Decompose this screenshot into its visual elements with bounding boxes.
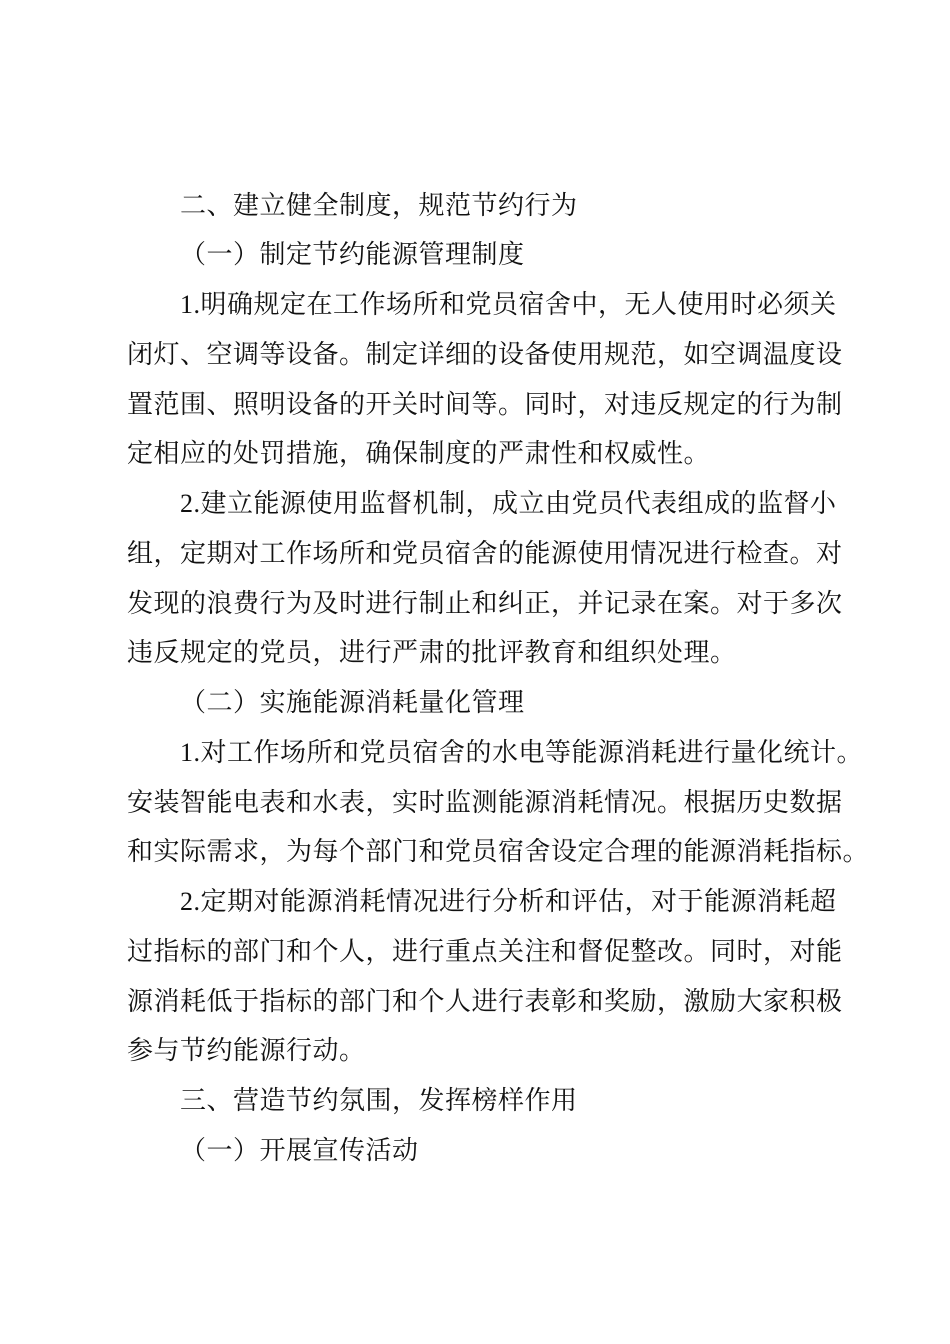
paragraph-line <box>180 885 837 919</box>
paragraph-line: 定相应的处罚措施，确保制度的严肃性和权威性。 <box>127 439 711 469</box>
item-number: 1. <box>180 290 201 319</box>
subsection-heading: （一）开展宣传活动 <box>180 1136 419 1166</box>
paragraph-text: 对工作场所和党员宿舍的水电等能源消耗进行量化统计。 <box>200 738 864 768</box>
paragraph-line: 源消耗低于指标的部门和个人进行表彰和奖励，激励大家积极 <box>127 987 843 1017</box>
paragraph-text: 明确规定在工作场所和党员宿舍中，无人使用时必须关 <box>200 290 837 320</box>
item-number: 2. <box>180 489 201 518</box>
subsection-heading: （一）制定节约能源管理制度 <box>180 240 525 270</box>
paragraph-line: 发现的浪费行为及时进行制止和纠正，并记录在案。对于多次 <box>127 589 843 619</box>
paragraph-text: 定期对能源消耗情况进行分析和评估，对于能源消耗超 <box>200 887 837 917</box>
paragraph-line: 闭灯、空调等设备。制定详细的设备使用规范，如空调温度设 <box>127 340 843 370</box>
paragraph-line: 和实际需求，为每个部门和党员宿舍设定合理的能源消耗指标。 <box>127 837 870 867</box>
section-heading: 二、建立健全制度，规范节约行为 <box>180 191 578 221</box>
paragraph-line <box>180 487 837 521</box>
paragraph-line: 违反规定的党员，进行严肃的批评教育和组织处理。 <box>127 638 737 668</box>
paragraph-line: 安装智能电表和水表，实时监测能源消耗情况。根据历史数据 <box>127 788 843 818</box>
paragraph-line <box>180 288 837 322</box>
item-number: 1. <box>180 738 201 767</box>
paragraph-text: 建立能源使用监督机制，成立由党员代表组成的监督小 <box>200 489 837 519</box>
subsection-heading: （二）实施能源消耗量化管理 <box>180 688 525 718</box>
paragraph-line: 置范围、照明设备的开关时间等。同时，对违反规定的行为制 <box>127 390 843 420</box>
paragraph-line: 组，定期对工作场所和党员宿舍的能源使用情况进行检查。对 <box>127 539 843 569</box>
paragraph-line <box>180 736 863 770</box>
item-number: 2. <box>180 887 201 916</box>
section-heading: 三、营造节约氛围，发挥榜样作用 <box>180 1086 578 1116</box>
paragraph-line: 参与节约能源行动。 <box>127 1036 366 1066</box>
paragraph-line: 过指标的部门和个人，进行重点关注和督促整改。同时，对能 <box>127 937 843 967</box>
